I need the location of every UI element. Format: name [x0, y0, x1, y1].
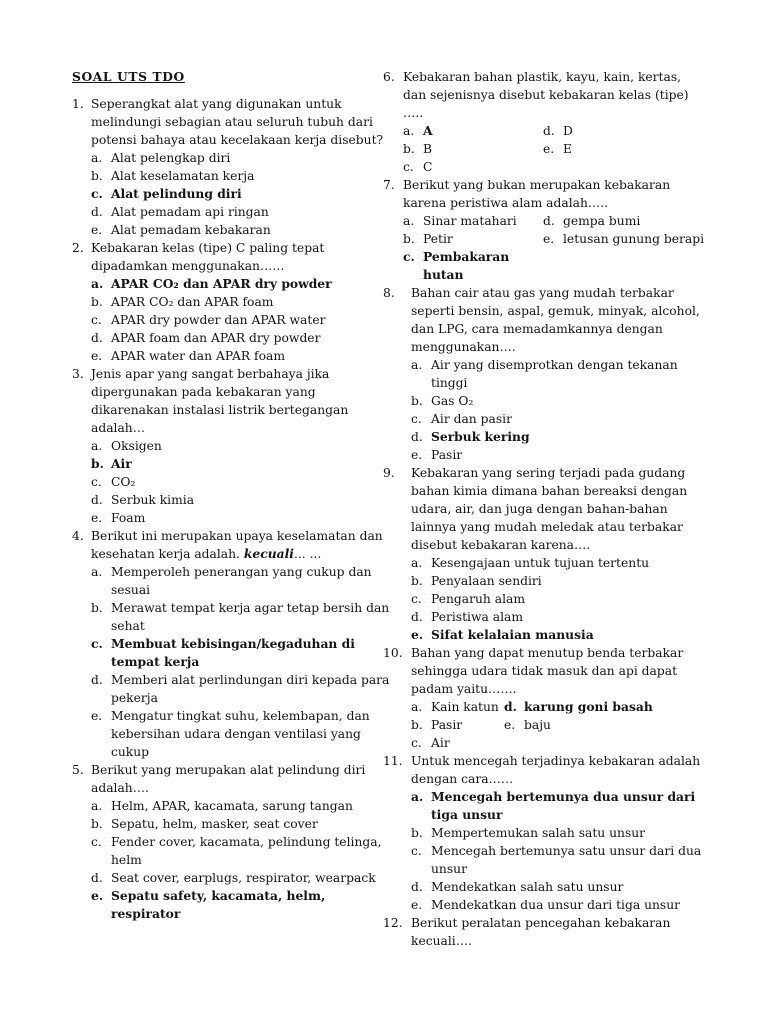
option-answer: b. Air: [91, 456, 132, 471]
option: b. Sepatu, helm, masker, seat cover: [91, 817, 318, 831]
option: e. Mengatur tingkat suhu, kelembapan, dan kebersihan udara dengan ventilasi yang cukup: [91, 709, 370, 759]
option-answer: d. karung goni basah: [504, 699, 653, 714]
option-list: [411, 356, 705, 464]
option: d. D: [543, 124, 573, 138]
option-answer: a. Mencegah bertemunya dua unsur dari tiga unsur: [411, 789, 696, 822]
question-7: [383, 176, 705, 284]
option: c. APAR dry powder dan APAR water: [91, 313, 326, 327]
question-number: 12.: [383, 916, 403, 930]
option: e. Alat pemadam kebakaran: [91, 223, 271, 237]
question-9: [383, 464, 705, 644]
option-answer: c. Pembakaran hutan: [403, 249, 510, 282]
question-number: 11.: [383, 754, 403, 768]
option: a. Memperoleh penerangan yang cukup dan sesuai: [91, 565, 372, 597]
option-answer: d. Serbuk kering: [411, 429, 530, 444]
option-list: [411, 788, 705, 914]
option: c. C: [403, 160, 433, 174]
question-stem: Untuk mencegah terjadinya kebakaran adalah dengan cara……: [411, 754, 701, 786]
question-number: 9.: [383, 466, 395, 480]
option: a. Kain katun: [411, 700, 499, 714]
option: e. E: [543, 142, 572, 156]
question-number: 3.: [72, 367, 84, 381]
question-number: 2.: [72, 241, 84, 255]
option-grid: [403, 212, 705, 284]
question-stem: Berikut yang bukan merupakan kebakaran karena peristiwa alam adalah…..: [403, 178, 671, 210]
question-stem: Seperangkat alat yang digunakan untuk melindungi sebagian atau seluruh tubuh dari potensi bahaya atau kecelakaan kerja disebut?: [91, 97, 384, 147]
option: d. Seat cover, earplugs, respirator, wearpack: [91, 871, 376, 885]
emphasis-kecuali: kecuali: [243, 546, 294, 561]
option: b. APAR CO₂ dan APAR foam: [91, 295, 274, 309]
option: a. Oksigen: [91, 439, 162, 453]
question-stem: Kebakaran bahan plastik, kayu, kain, kertas, dan sejenisnya disebut kebakaran kelas (tipe) …..: [403, 70, 689, 120]
option: b. Petir: [403, 232, 453, 246]
question-stem: Berikut yang merupakan alat pelindung diri adalah….: [91, 763, 366, 795]
question-stem: Kebakaran kelas (tipe) C paling tepat dipadamkan menggunakan……: [91, 241, 325, 273]
option: a. Alat pelengkap diri: [91, 151, 231, 165]
right-column: [383, 68, 705, 950]
option: e. Pasir: [411, 448, 463, 462]
option: e. letusan gunung berapi: [543, 232, 705, 246]
option: b. Merawat tempat kerja agar tetap bersih dan sehat: [91, 601, 390, 633]
option-list: [91, 797, 390, 923]
option-answer: a. A: [403, 123, 433, 138]
option-answer: a. APAR CO₂ dan APAR dry powder: [91, 276, 332, 291]
question-stem: Kebakaran yang sering terjadi pada gudang bahan kimia dimana bahan bereaksi dengan udara, air, dan juga dengan bahan-bahan lainnya yang mudah meledak atau terbakar disebut kebakaran karena….: [411, 466, 688, 552]
option-list: [91, 149, 390, 239]
question-number: 1.: [72, 97, 84, 111]
question-5: [72, 761, 390, 923]
option: b. Alat keselamatan kerja: [91, 169, 255, 183]
question-number: 5.: [72, 763, 84, 777]
option: d. Peristiwa alam: [411, 610, 524, 624]
option: c. Fender cover, kacamata, pelindung telinga, helm: [91, 835, 382, 867]
option: d. Alat pemadam api ringan: [91, 205, 269, 219]
option: e. baju: [504, 718, 551, 732]
option: a. Air yang disemprotkan dengan tekanan tinggi: [411, 358, 678, 390]
question-stem: Bahan cair atau gas yang mudah terbakar seperti bensin, aspal, gemuk, minyak, alcohol, dan LPG, cara memadamkannya dengan menggunakan….: [411, 286, 700, 354]
option: e. Mendekatkan dua unsur dari tiga unsur: [411, 898, 681, 912]
option: c. Air: [411, 736, 450, 750]
question-1: [72, 95, 390, 239]
option: d. APAR foam dan APAR dry powder: [91, 331, 321, 345]
option: c. CO₂: [91, 475, 136, 489]
option: e. APAR water dan APAR foam: [91, 349, 285, 363]
question-number: 7.: [383, 178, 395, 192]
option-grid: [411, 698, 705, 752]
option-list: [91, 563, 390, 761]
question-10: [383, 644, 705, 752]
option-answer: e. Sifat kelalaian manusia: [411, 627, 594, 642]
option: a. Sinar matahari: [403, 214, 517, 228]
question-3: [72, 365, 390, 527]
option: d. Mendekatkan salah satu unsur: [411, 880, 624, 894]
question-number: 4.: [72, 529, 84, 543]
option: c. Air dan pasir: [411, 412, 512, 426]
option-list: [411, 554, 705, 644]
question-stem: Jenis apar yang sangat berbahaya jika dipergunakan pada kebakaran yang dikarenakan instalasi listrik bertegangan adalah…: [91, 367, 349, 435]
question-11: [383, 752, 705, 914]
option: b. Pasir: [411, 718, 463, 732]
option: d. Serbuk kimia: [91, 493, 195, 507]
option: b. Penyalaan sendiri: [411, 574, 542, 588]
option: b. B: [403, 142, 433, 156]
option-answer: e. Sepatu safety, kacamata, helm, respirator: [91, 888, 326, 921]
question-6: [383, 68, 705, 176]
question-stem: Berikut ini merupakan upaya keselamatan dan kesehatan kerja adalah. kecuali... ...: [91, 529, 383, 561]
question-number: 10.: [383, 646, 403, 660]
option: c. Pengaruh alam: [411, 592, 526, 606]
option: e. Foam: [91, 511, 146, 525]
question-4: [72, 527, 390, 761]
option: c. Mencegah bertemunya satu unsur dari dua unsur: [411, 844, 702, 876]
page-title: SOAL UTS TDO: [72, 69, 185, 84]
option-answer: c. Membuat kebisingan/kegaduhan di tempat kerja: [91, 636, 355, 669]
option: a. Helm, APAR, kacamata, sarung tangan: [91, 799, 353, 813]
question-number: 8.: [383, 286, 395, 300]
question-number: 6.: [383, 70, 395, 84]
option: d. gempa bumi: [543, 214, 641, 228]
option-answer: c. Alat pelindung diri: [91, 186, 242, 201]
option-list: [91, 437, 390, 527]
question-stem: Bahan yang dapat menutup benda terbakar sehingga udara tidak masuk dan api dapat padam yaitu…….: [411, 646, 684, 696]
option: b. Mempertemukan salah satu unsur: [411, 826, 646, 840]
option-list: [91, 275, 390, 365]
option: a. Kesengajaan untuk tujuan tertentu: [411, 556, 650, 570]
question-2: [72, 239, 390, 365]
question-8: [383, 284, 705, 464]
option: d. Memberi alat perlindungan diri kepada para pekerja: [91, 673, 390, 705]
option-grid: [403, 122, 705, 176]
option: b. Gas O₂: [411, 394, 474, 408]
left-column: [72, 68, 390, 923]
question-stem: Berikut peralatan pencegahan kebakaran kecuali….: [411, 916, 671, 948]
question-12: [383, 914, 705, 950]
